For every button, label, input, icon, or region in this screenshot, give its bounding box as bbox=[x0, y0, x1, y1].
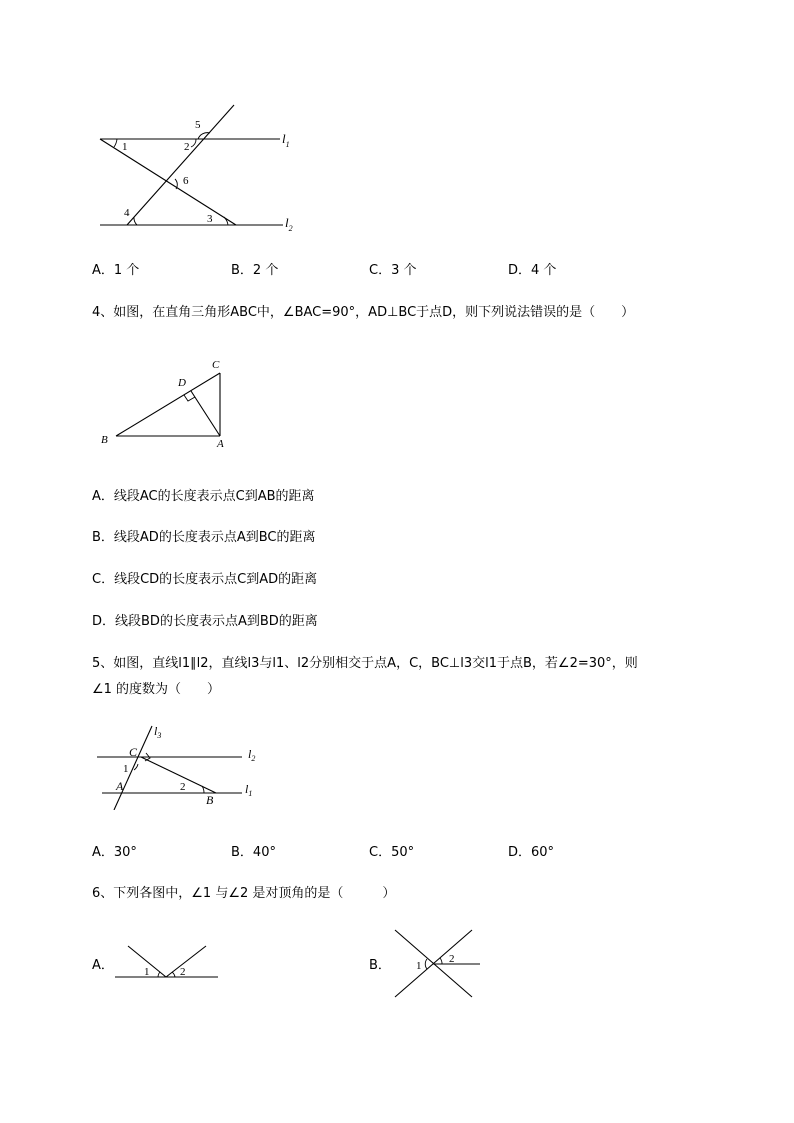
angle-2-label: 2 bbox=[449, 953, 455, 965]
q6-option-a-label: A． bbox=[92, 958, 114, 973]
line-l2-label: $l_2$ bbox=[285, 215, 293, 233]
q6-option-b-figure bbox=[390, 925, 485, 1000]
q4-option-c: C．线段CD的长度表示点C到AD的距离 bbox=[92, 572, 318, 587]
angle-2-label: 2 bbox=[180, 781, 186, 793]
q6-option-b-label: B． bbox=[369, 958, 391, 973]
point-c-label: C bbox=[212, 359, 220, 371]
q4-triangle-figure bbox=[96, 355, 236, 450]
point-b-label: B bbox=[101, 434, 108, 446]
angle-1-label: 1 bbox=[416, 960, 422, 972]
line-l1-label: $l_1$ bbox=[245, 782, 253, 798]
angle-2-label: 2 bbox=[180, 966, 186, 978]
angle-1-label: 1 bbox=[123, 763, 129, 775]
angle-3-label: 3 bbox=[207, 213, 213, 225]
q4-stem: 4、如图，在直角三角形ABC中，∠BAC=90°，AD⊥BC于点D，则下列说法错误的是（ ） bbox=[92, 305, 635, 320]
point-c-label: C bbox=[129, 745, 138, 759]
angle-1-label: 1 bbox=[122, 141, 128, 153]
point-b-label: B bbox=[206, 793, 214, 807]
angle-2-label: 2 bbox=[184, 141, 190, 153]
q5-choice-c: C．50° bbox=[369, 845, 415, 860]
q6-option-a-figure bbox=[110, 940, 225, 985]
point-d-label: D bbox=[178, 377, 186, 389]
q3-choice-d: D．4 个 bbox=[508, 263, 557, 278]
q3-choice-a: A．1 个 bbox=[92, 263, 140, 278]
q5-choice-a: A．30° bbox=[92, 845, 137, 860]
q5-figure bbox=[92, 720, 272, 810]
angle-5-label: 5 bbox=[195, 119, 201, 131]
angle-1-label: 1 bbox=[144, 966, 150, 978]
angle-6-label: 6 bbox=[183, 175, 189, 187]
line-l2-label: $l_2$ bbox=[248, 747, 256, 763]
q5-choice-d: D．60° bbox=[508, 845, 555, 860]
q5-choice-b: B．40° bbox=[231, 845, 276, 860]
q5-stem-line1: 5、如图，直线l1∥l2，直线l3与l1、l2分别相交于点A，C，BC⊥l3交l1于点B，若∠2=30°，则 bbox=[92, 656, 638, 671]
q4-option-d: D．线段BD的长度表示点A到BD的距离 bbox=[92, 614, 318, 629]
point-a-label: A bbox=[116, 779, 124, 793]
line-l3-label: $l_3$ bbox=[154, 724, 162, 740]
q3-figure bbox=[90, 95, 310, 235]
q5-stem-line2: ∠1 的度数为（ ） bbox=[92, 682, 221, 697]
q3-choice-b: B．2 个 bbox=[231, 263, 279, 278]
q4-option-a: A．线段AC的长度表示点C到AB的距离 bbox=[92, 489, 315, 504]
angle-4-label: 4 bbox=[124, 207, 130, 219]
q3-choice-c: C．3 个 bbox=[369, 263, 417, 278]
point-a-label: A bbox=[217, 438, 224, 450]
q6-stem: 6、下列各图中，∠1 与∠2 是对顶角的是（ ） bbox=[92, 886, 396, 901]
line-l1-label: $l_1$ bbox=[282, 131, 290, 149]
q4-option-b: B．线段AD的长度表示点A到BC的距离 bbox=[92, 530, 316, 545]
